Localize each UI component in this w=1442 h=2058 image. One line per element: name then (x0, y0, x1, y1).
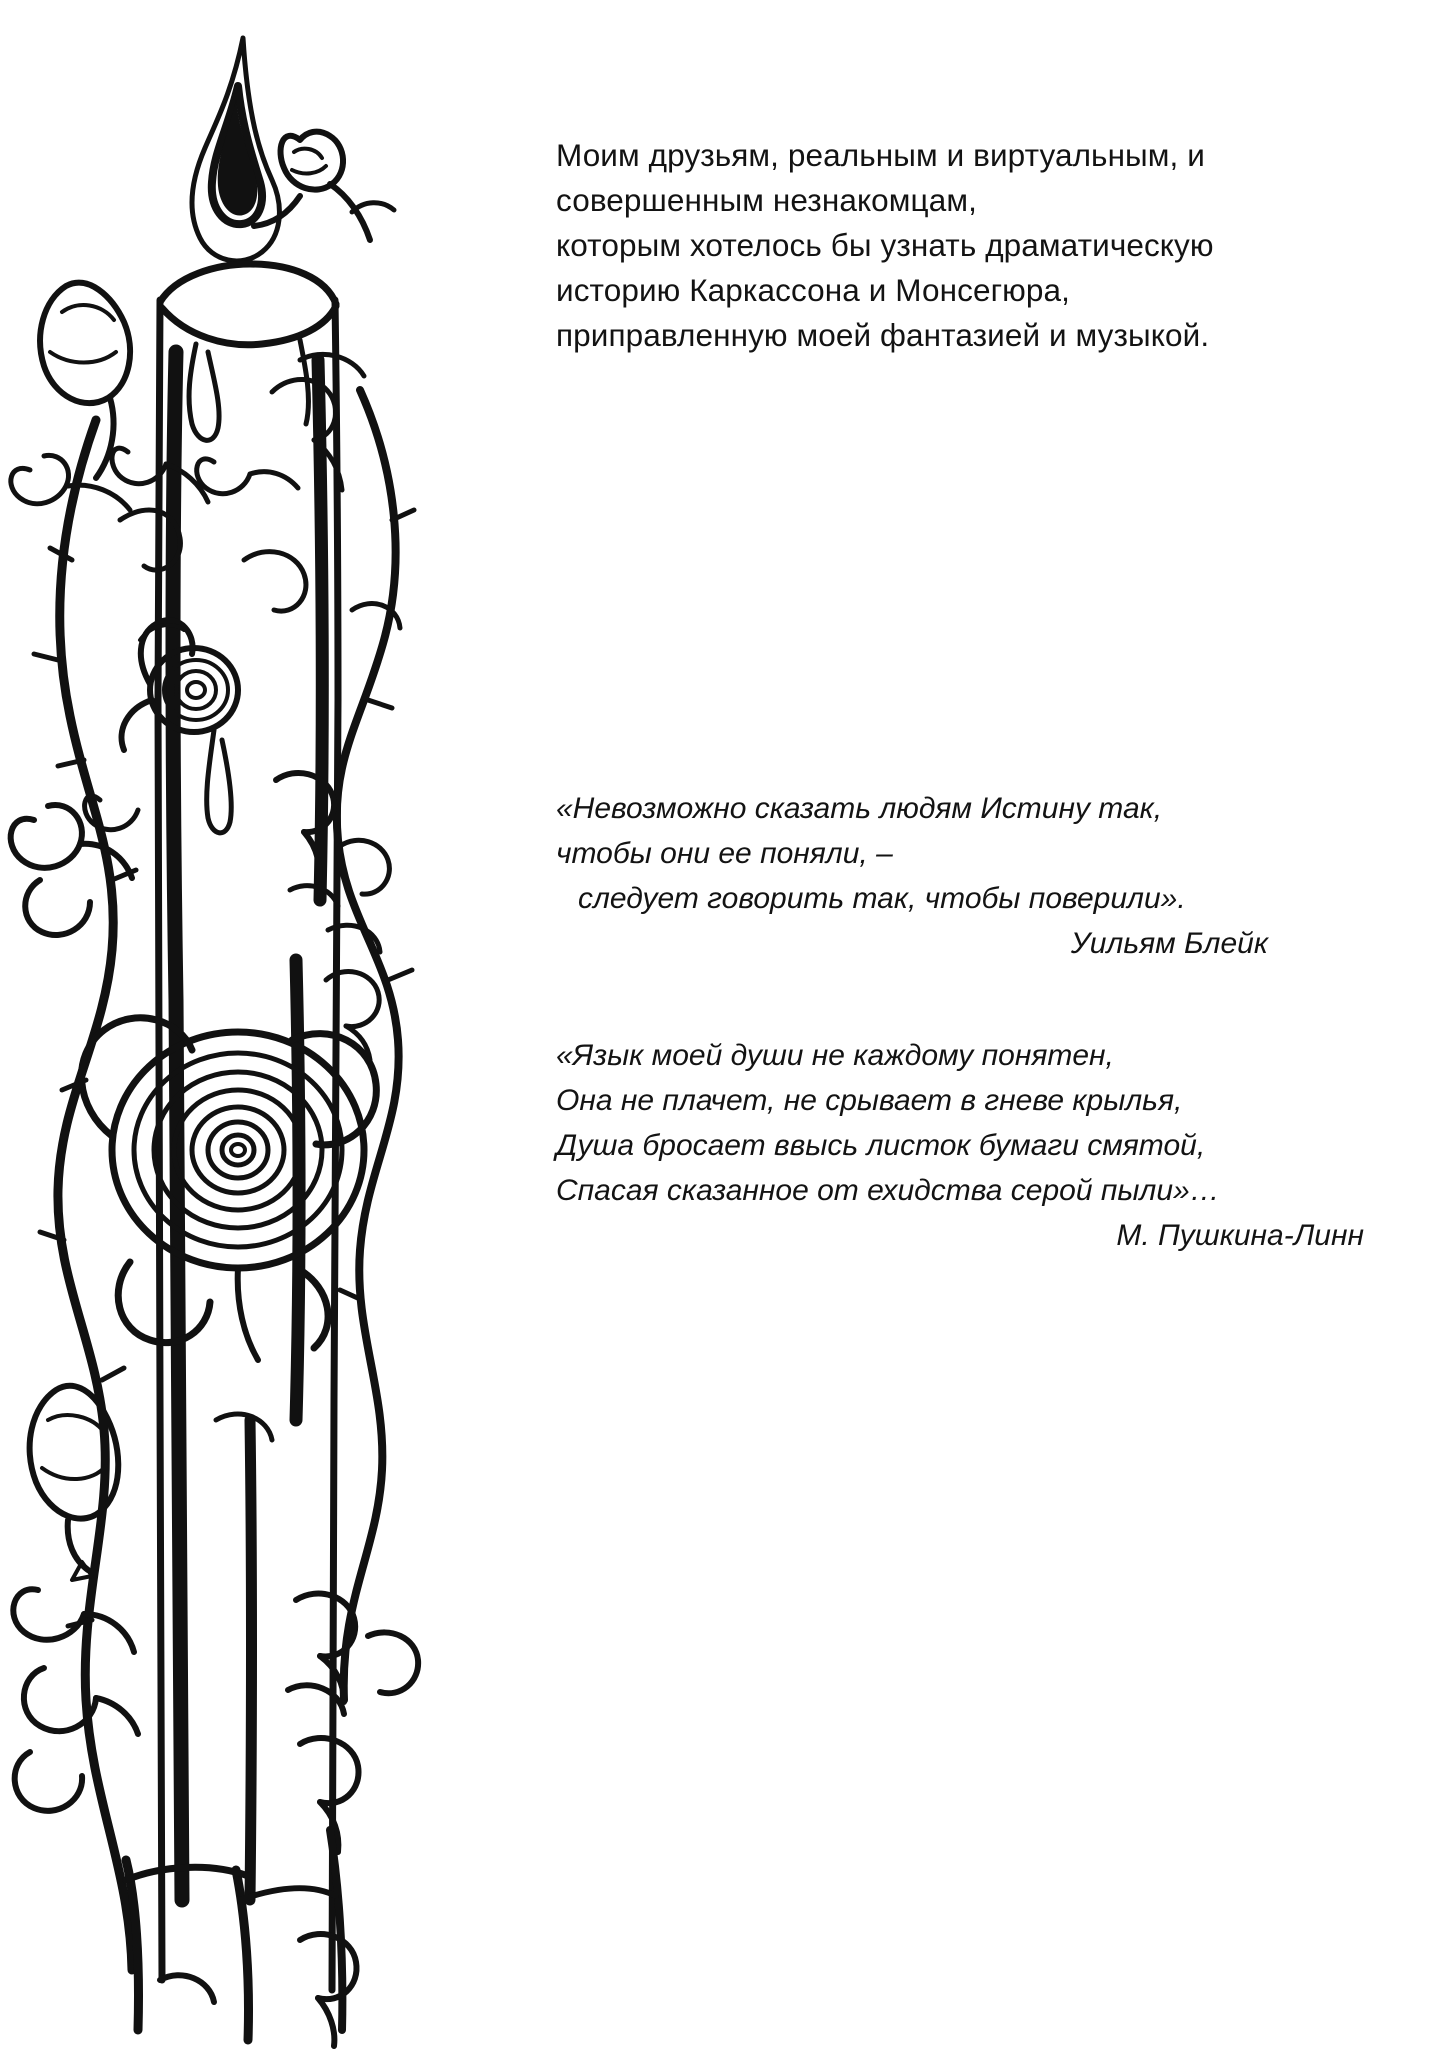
quote-blake-attribution: Уильям Блейк (1070, 927, 1268, 960)
illustration-candle-roses (0, 0, 520, 2058)
text-column (556, 0, 1386, 2058)
dedication-line-2: совершенным незнакомцам, (556, 182, 977, 219)
dedication-line-4: историю Каркассона и Монсегюра, (556, 272, 1070, 309)
quote-pushkina-attribution: М. Пушкина-Линн (1116, 1219, 1364, 1252)
dedication-line-5: приправленную моей фантазией и музыкой. (556, 317, 1210, 354)
dedication-line-3: которым хотелось бы узнать драматическую (556, 227, 1214, 264)
quote-pushkina (556, 1033, 1386, 1258)
quote-blake-line-2: чтобы они ее поняли, – (556, 837, 893, 870)
dedication-block (556, 133, 1386, 358)
quote-pushkina-line-3: Душа бросает ввысь листок бумаги смятой, (556, 1129, 1206, 1162)
quote-pushkina-line-2: Она не плачет, не срывает в гневе крылья, (556, 1084, 1183, 1117)
illustration-svg (0, 0, 520, 2058)
quote-blake-line-1: «Невозможно сказать людям Истину так, (556, 792, 1163, 825)
quote-blake (556, 786, 1386, 966)
quote-blake-line-3: следует говорить так, чтобы поверили». (578, 882, 1186, 915)
dedication-line-1: Моим друзьям, реальным и виртуальным, и (556, 137, 1205, 173)
quote-pushkina-line-4: Спасая сказанное от ехидства серой пыли»… (556, 1174, 1220, 1207)
quote-pushkina-line-1: «Язык моей души не каждому понятен, (556, 1039, 1114, 1072)
